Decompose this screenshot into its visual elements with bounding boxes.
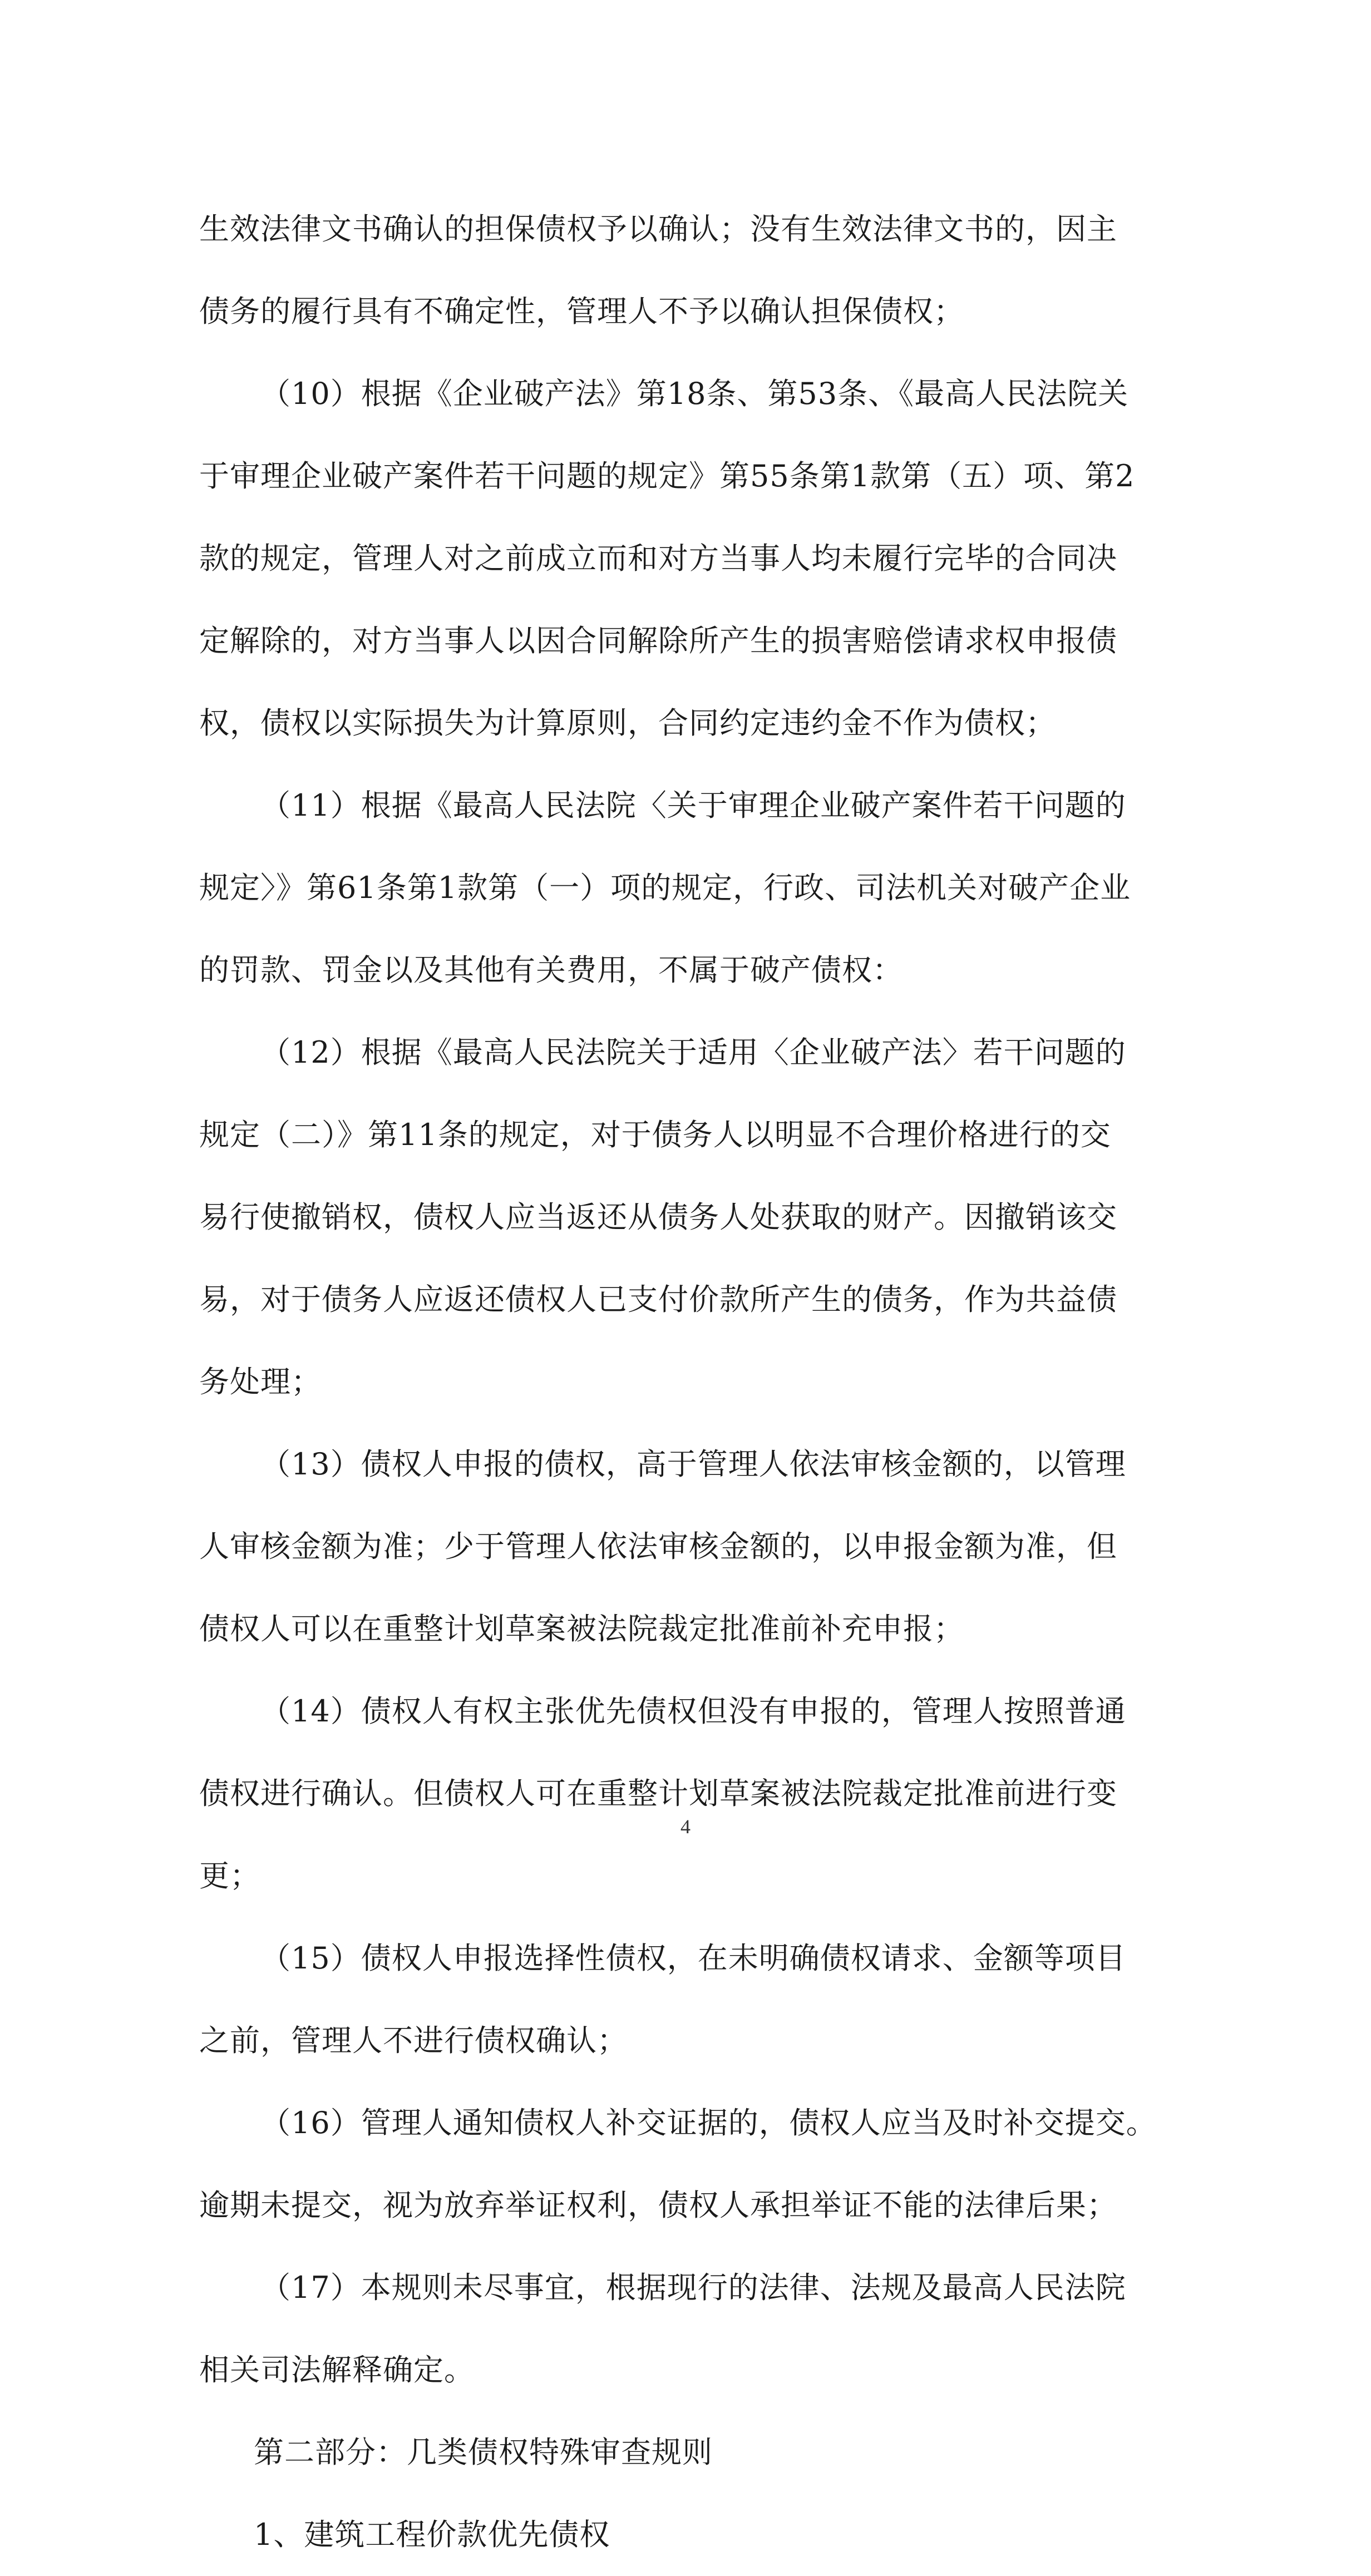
text-line: 债务的履行具有不确定性，管理人不予以确认担保债权； [199, 294, 964, 329]
text-line: （13）债权人申报的债权，高于管理人依法审核金额的，以管理 [260, 1447, 1126, 1482]
text-line: （10）根据《企业破产法》第18条、第53条、《最高人民法院关 [260, 376, 1129, 411]
page-number: 4 [680, 1815, 691, 1838]
text-line: 规定〉》第61条第1款第（一）项的规定，行政、司法机关对破产企业 [199, 870, 1131, 905]
text-line: （12）根据《最高人民法院关于适用〈企业破产法〉若干问题的 [260, 1035, 1126, 1070]
text-line: 定解除的，对方当事人以因合同解除所产生的损害赔偿请求权申报债 [199, 623, 1117, 658]
text-line: （17）本规则未尽事宜，根据现行的法律、法规及最高人民法院 [260, 2270, 1126, 2305]
text-line: 易行使撤销权，债权人应当返还从债务人处获取的财产。因撤销该交 [199, 1200, 1117, 1235]
text-line: 更； [199, 1858, 260, 1893]
text-line: 权，债权以实际损失为计算原则，合同约定违约金不作为债权； [199, 705, 1056, 741]
text-line: （14）债权人有权主张优先债权但没有申报的，管理人按照普通 [260, 1694, 1126, 1729]
text-line: 规定（二）》第11条的规定，对于债务人以明显不合理价格进行的交 [199, 1117, 1111, 1152]
text-line: 生效法律文书确认的担保债权予以确认；没有生效法律文书的，因主 [199, 211, 1117, 246]
section-heading: 第二部分：几类债权特殊审查规则 [254, 2435, 713, 2470]
text-line: 于审理企业破产案件若干问题的规定》第55条第1款第（五）项、第2 [199, 458, 1135, 494]
text-line: 款的规定，管理人对之前成立而和对方当事人均未履行完毕的合同决 [199, 541, 1117, 576]
text-line: 债权人可以在重整计划草案被法院裁定批准前补充申报； [199, 1611, 964, 1646]
text-line: （15）债权人申报选择性债权，在未明确债权请求、金额等项目 [260, 1941, 1126, 1976]
text-line: （16）管理人通知债权人补交证据的，债权人应当及时补交提交。 [260, 2105, 1157, 2140]
text-line: 务处理； [199, 1364, 322, 1399]
text-line: 之前，管理人不进行债权确认； [199, 2023, 628, 2058]
subsection-heading: 1、建筑工程价款优先债权 [254, 2517, 610, 2552]
text-line: 相关司法解释确定。 [199, 2352, 475, 2387]
text-line: 的罚款、罚金以及其他有关费用，不属于破产债权： [199, 953, 903, 988]
text-line: （11）根据《最高人民法院〈关于审理企业破产案件若干问题的 [260, 788, 1126, 823]
text-line: 逾期未提交，视为放弃举证权利，债权人承担举证不能的法律后果； [199, 2188, 1117, 2223]
text-line: 债权进行确认。但债权人可在重整计划草案被法院裁定批准前进行变 [199, 1776, 1117, 1811]
text-line: 人审核金额为准；少于管理人依法审核金额的，以申报金额为准，但 [199, 1529, 1117, 1564]
body-text [199, 188, 1157, 2576]
text-line: 易，对于债务人应返还债权人已支付价款所产生的债务，作为共益债 [199, 1282, 1117, 1317]
